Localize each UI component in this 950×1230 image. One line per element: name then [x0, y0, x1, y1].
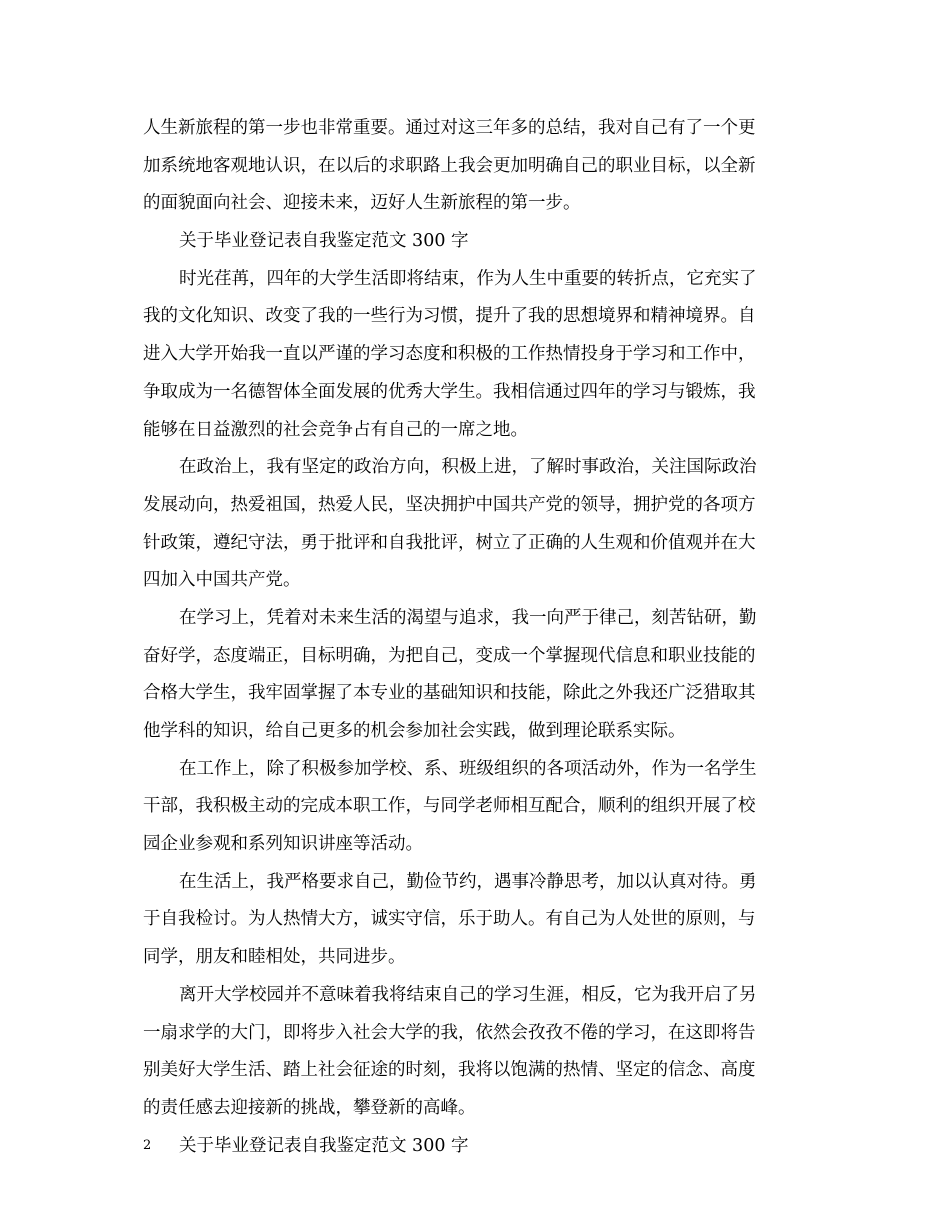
text-line: 在政治上，我有坚定的政治方向，积极上进，了解时事政治，关注国际政治	[179, 457, 757, 478]
text-line: 关于毕业登记表自我鉴定范文 300 字	[179, 231, 469, 252]
text-line: 关于毕业登记表自我鉴定范文 300 字	[179, 1135, 469, 1156]
text-line: 四加入中国共产党。	[143, 570, 301, 591]
text-line: 的责任感去迎接新的挑战，攀登新的高峰。	[143, 1097, 476, 1118]
text-line: 于自我检讨。为人热情大方，诚实守信，乐于助人。有自己为人处世的原则，与	[143, 909, 756, 930]
text-line: 离开大学校园并不意味着我将结束自己的学习生涯，相反，它为我开启了另	[179, 984, 757, 1005]
text-line: 能够在日益激烈的社会竞争占有自己的一席之地。	[143, 419, 528, 440]
page-number: 2	[143, 1138, 152, 1153]
text-line: 别美好大学生活、踏上社会征途的时刻，我将以饱满的热情、坚定的信念、高度	[143, 1060, 756, 1081]
text-line: 奋好学，态度端正，目标明确，为把自己，变成一个掌握现代信息和职业技能的	[143, 645, 756, 666]
text-line: 发展动向，热爱祖国，热爱人民，坚决拥护中国共产党的领导，拥护党的各项方	[143, 494, 756, 515]
text-line: 时光荏苒，四年的大学生活即将结束，作为人生中重要的转折点，它充实了	[179, 268, 757, 289]
text-line: 园企业参观和系列知识讲座等活动。	[143, 834, 423, 855]
text-line: 的面貌面向社会、迎接未来，迈好人生新旅程的第一步。	[143, 193, 581, 214]
text-line: 针政策，遵纪守法，勇于批评和自我批评，树立了正确的人生观和价值观并在大	[143, 532, 756, 553]
text-line: 在生活上，我严格要求自己，勤俭节约，遇事冷静思考，加以认真对待。勇	[179, 871, 757, 892]
text-line: 他学科的知识，给自己更多的机会参加社会实践，做到理论联系实际。	[143, 721, 686, 741]
text-line: 合格大学生，我牢固掌握了本专业的基础知识和技能，除此之外我还广泛猎取其	[143, 683, 756, 704]
text-line: 加系统地客观地认识，在以后的求职路上我会更加明确自己的职业目标，以全新	[143, 155, 756, 176]
text-line: 人生新旅程的第一步也非常重要。通过对这三年多的总结，我对自己有了一个更	[143, 118, 756, 138]
text-line: 干部，我积极主动的完成本职工作，与同学老师相互配合，顺利的组织开展了校	[143, 796, 756, 817]
document-body	[143, 110, 809, 1165]
text-line: 在工作上，除了积极参加学校、系、班级组织的各项活动外，作为一名学生	[179, 758, 757, 779]
text-line: 争取成为一名德智体全面发展的优秀大学生。我相信通过四年的学习与锻炼，我	[143, 381, 756, 402]
text-line: 我的文化知识、改变了我的一些行为习惯，提升了我的思想境界和精神境界。自	[143, 306, 756, 327]
text-line: 一扇求学的大门，即将步入社会大学的我，依然会孜孜不倦的学习，在这即将告	[143, 1022, 756, 1043]
text-line: 同学，朋友和睦相处，共同进步。	[143, 947, 406, 968]
text-line: 进入大学开始我一直以严谨的学习态度和积极的工作热情投身于学习和工作中，	[143, 344, 756, 365]
text-line: 在学习上，凭着对未来生活的渴望与追求，我一向严于律己，刻苦钻研，勤	[179, 607, 757, 628]
